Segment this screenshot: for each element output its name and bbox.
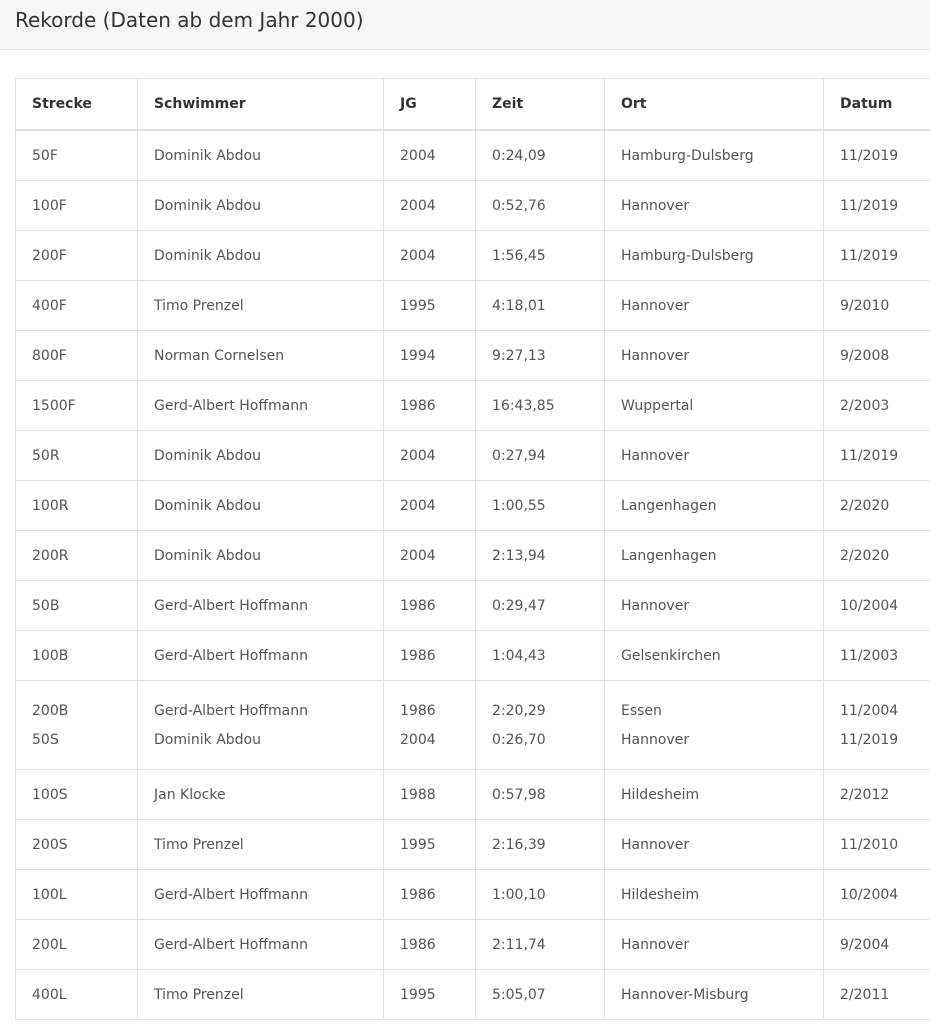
cell-strecke: 1500F [16, 381, 138, 431]
cell-schwimmer: Dominik Abdou [138, 181, 384, 231]
cell-ort: Gelsenkirchen [605, 631, 824, 681]
cell-jg: 1988 [384, 770, 476, 820]
cell-zeit: 0:29,47 [476, 581, 605, 631]
cell-strecke: 50B [16, 581, 138, 631]
cell-zeit: 2:11,74 [476, 920, 605, 970]
cell-strecke: 400L [16, 970, 138, 1020]
cell-jg [384, 681, 476, 770]
table-row [16, 531, 930, 581]
records-table [15, 78, 930, 1020]
cell-datum: 11/2010 [824, 820, 930, 870]
cell-datum: 11/2019 [824, 130, 930, 181]
page-title: Rekorde (Daten ab dem Jahr 2000) [15, 8, 364, 32]
cell-zeit [476, 681, 605, 770]
cell-datum: 11/2019 [824, 181, 930, 231]
cell-datum: 9/2008 [824, 331, 930, 381]
cell-datum: 2/2003 [824, 381, 930, 431]
cell-jg: 1995 [384, 820, 476, 870]
cell-jg: 2004 [384, 531, 476, 581]
cell-jg: 1995 [384, 970, 476, 1020]
cell-datum: 2/2020 [824, 481, 930, 531]
cell-line: Essen [621, 702, 662, 719]
cell-jg: 1994 [384, 331, 476, 381]
cell-datum: 10/2004 [824, 870, 930, 920]
cell-line: Gerd-Albert Hoffmann [154, 702, 308, 719]
cell-ort: Hannover-Misburg [605, 970, 824, 1020]
cell-ort: Hildesheim [605, 870, 824, 920]
cell-jg: 2004 [384, 431, 476, 481]
cell-strecke: 100L [16, 870, 138, 920]
cell-jg: 1986 [384, 870, 476, 920]
table-header-row [16, 79, 930, 131]
cell-ort: Hannover [605, 581, 824, 631]
cell-schwimmer: Dominik Abdou [138, 481, 384, 531]
cell-strecke: 200R [16, 531, 138, 581]
cell-zeit: 16:43,85 [476, 381, 605, 431]
cell-schwimmer: Jan Klocke [138, 770, 384, 820]
cell-zeit: 9:27,13 [476, 331, 605, 381]
table-row [16, 431, 930, 481]
cell-datum: 10/2004 [824, 581, 930, 631]
cell-datum: 9/2004 [824, 920, 930, 970]
cell-line: 50S [32, 731, 59, 748]
cell-jg: 2004 [384, 481, 476, 531]
cell-schwimmer: Dominik Abdou [138, 231, 384, 281]
cell-datum: 11/2003 [824, 631, 930, 681]
table-row [16, 870, 930, 920]
cell-ort [605, 681, 824, 770]
cell-schwimmer: Dominik Abdou [138, 431, 384, 481]
table-row [16, 820, 930, 870]
cell-strecke: 100B [16, 631, 138, 681]
cell-ort: Hannover [605, 431, 824, 481]
table-row [16, 181, 930, 231]
cell-zeit: 5:05,07 [476, 970, 605, 1020]
cell-zeit: 1:04,43 [476, 631, 605, 681]
cell-line: 2:20,29 [492, 702, 546, 719]
cell-jg: 2004 [384, 130, 476, 181]
column-header-zeit: Zeit [476, 79, 605, 131]
cell-strecke: 50F [16, 130, 138, 181]
table-row [16, 231, 930, 281]
table-row [16, 970, 930, 1020]
cell-line: 11/2004 [840, 702, 899, 719]
table-row [16, 581, 930, 631]
cell-zeit: 0:52,76 [476, 181, 605, 231]
cell-line: 11/2019 [840, 731, 899, 748]
cell-schwimmer: Dominik Abdou [138, 130, 384, 181]
cell-strecke: 200L [16, 920, 138, 970]
cell-datum: 9/2010 [824, 281, 930, 331]
table-row [16, 770, 930, 820]
cell-line: 1986 [400, 702, 436, 719]
cell-ort: Wuppertal [605, 381, 824, 431]
cell-datum [824, 681, 930, 770]
column-header-datum: Datum [824, 79, 930, 131]
cell-datum: 11/2019 [824, 431, 930, 481]
cell-zeit: 1:00,55 [476, 481, 605, 531]
cell-ort: Hannover [605, 920, 824, 970]
page-header [0, 0, 930, 50]
cell-zeit: 0:24,09 [476, 130, 605, 181]
cell-schwimmer: Dominik Abdou [138, 531, 384, 581]
cell-zeit: 0:57,98 [476, 770, 605, 820]
cell-jg: 2004 [384, 231, 476, 281]
cell-strecke: 100S [16, 770, 138, 820]
cell-jg: 1986 [384, 631, 476, 681]
cell-zeit: 4:18,01 [476, 281, 605, 331]
cell-strecke: 400F [16, 281, 138, 331]
cell-jg: 1986 [384, 920, 476, 970]
cell-strecke [16, 681, 138, 770]
cell-strecke: 800F [16, 331, 138, 381]
cell-schwimmer: Gerd-Albert Hoffmann [138, 920, 384, 970]
table-row [16, 631, 930, 681]
cell-schwimmer [138, 681, 384, 770]
column-header-strecke: Strecke [16, 79, 138, 131]
cell-jg: 1995 [384, 281, 476, 331]
cell-jg: 2004 [384, 181, 476, 231]
cell-strecke: 50R [16, 431, 138, 481]
cell-schwimmer: Timo Prenzel [138, 970, 384, 1020]
cell-datum: 2/2011 [824, 970, 930, 1020]
cell-datum: 2/2012 [824, 770, 930, 820]
cell-ort: Hannover [605, 281, 824, 331]
cell-schwimmer: Timo Prenzel [138, 820, 384, 870]
cell-strecke: 200S [16, 820, 138, 870]
cell-jg: 1986 [384, 581, 476, 631]
cell-ort: Langenhagen [605, 481, 824, 531]
cell-datum: 11/2019 [824, 231, 930, 281]
cell-ort: Hannover [605, 181, 824, 231]
column-header-jg: JG [384, 79, 476, 131]
table-row [16, 481, 930, 531]
cell-zeit: 2:13,94 [476, 531, 605, 581]
cell-zeit: 1:56,45 [476, 231, 605, 281]
cell-ort: Hildesheim [605, 770, 824, 820]
cell-line: 200B [32, 702, 69, 719]
table-row [16, 681, 930, 770]
cell-ort: Hannover [605, 820, 824, 870]
cell-ort: Hannover [605, 331, 824, 381]
cell-jg: 1986 [384, 381, 476, 431]
cell-line: Hannover [621, 731, 690, 748]
cell-ort: Hamburg-Dulsberg [605, 231, 824, 281]
cell-schwimmer: Norman Cornelsen [138, 331, 384, 381]
cell-schwimmer: Gerd-Albert Hoffmann [138, 581, 384, 631]
table-row [16, 281, 930, 331]
cell-datum: 2/2020 [824, 531, 930, 581]
cell-ort: Langenhagen [605, 531, 824, 581]
cell-strecke: 200F [16, 231, 138, 281]
table-row [16, 130, 930, 181]
cell-ort: Hamburg-Dulsberg [605, 130, 824, 181]
cell-schwimmer: Gerd-Albert Hoffmann [138, 631, 384, 681]
cell-line: 2004 [400, 731, 436, 748]
table-row [16, 381, 930, 431]
cell-line: Dominik Abdou [154, 731, 261, 748]
cell-zeit: 2:16,39 [476, 820, 605, 870]
cell-zeit: 1:00,10 [476, 870, 605, 920]
cell-strecke: 100R [16, 481, 138, 531]
cell-zeit: 0:27,94 [476, 431, 605, 481]
column-header-ort: Ort [605, 79, 824, 131]
table-row [16, 920, 930, 970]
table-row [16, 331, 930, 381]
cell-schwimmer: Timo Prenzel [138, 281, 384, 331]
cell-strecke: 100F [16, 181, 138, 231]
cell-schwimmer: Gerd-Albert Hoffmann [138, 870, 384, 920]
column-header-schwimmer: Schwimmer [138, 79, 384, 131]
records-table-container [15, 78, 930, 1024]
cell-schwimmer: Gerd-Albert Hoffmann [138, 381, 384, 431]
cell-line: 0:26,70 [492, 731, 546, 748]
